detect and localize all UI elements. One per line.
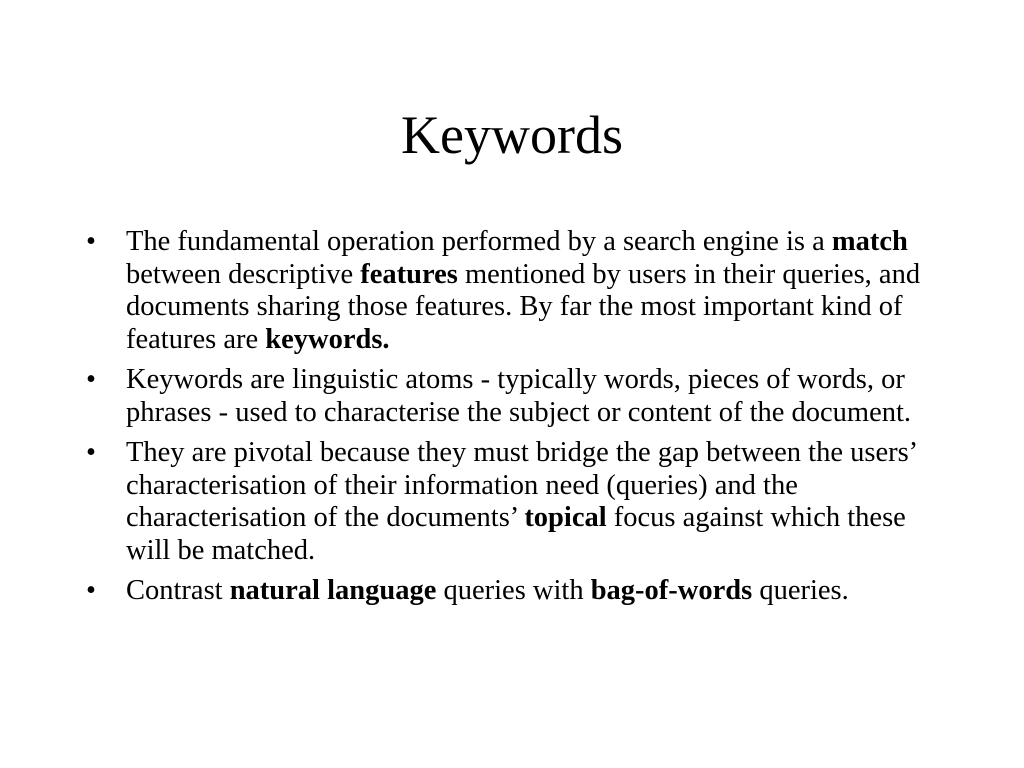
bullet-text-segment: between descriptive xyxy=(126,258,361,290)
bullet-icon: • xyxy=(86,575,96,606)
bullet-text-segment: queries with xyxy=(436,575,591,606)
bullet-text-segment: They are pivotal because they must bridge the gap between the users’ characterisation of their information need (queries) and the characterisation of the documents’ xyxy=(126,437,917,533)
bullet-text-bold: topical xyxy=(524,502,607,533)
bullet-icon: • xyxy=(86,364,96,395)
bullet-item xyxy=(86,364,956,429)
bullet-list xyxy=(86,226,956,616)
bullet-icon: • xyxy=(86,437,96,468)
slide-title: Keywords xyxy=(401,105,623,165)
bullet-item xyxy=(86,575,956,608)
bullet-text-bold: natural language xyxy=(229,575,437,606)
bullet-text-segment: Contrast xyxy=(126,575,230,606)
bullet-text-bold: features xyxy=(360,258,458,290)
bullet-text-bold: keywords. xyxy=(265,323,390,355)
bullet-item xyxy=(86,437,956,567)
bullet-text-bold: match xyxy=(831,226,908,257)
bullet-text-bold: bag-of-words xyxy=(590,575,753,606)
bullet-text-segment: mentioned by users in their queries, and documents sharing those features. By far the most important kind of features are xyxy=(126,258,921,355)
bullet-text-segment: queries. xyxy=(752,575,849,606)
bullet-text-segment: focus against which these will be matched. xyxy=(126,502,906,566)
bullet-text-segment: Keywords are linguistic atoms - typically words, pieces of words, or phrases - used to characterise the subject or content of the document. xyxy=(126,364,912,428)
bullet-icon: • xyxy=(86,226,96,257)
bullet-text-segment: The fundamental operation performed by a search engine is a xyxy=(126,226,832,257)
bullet-item xyxy=(86,226,956,356)
